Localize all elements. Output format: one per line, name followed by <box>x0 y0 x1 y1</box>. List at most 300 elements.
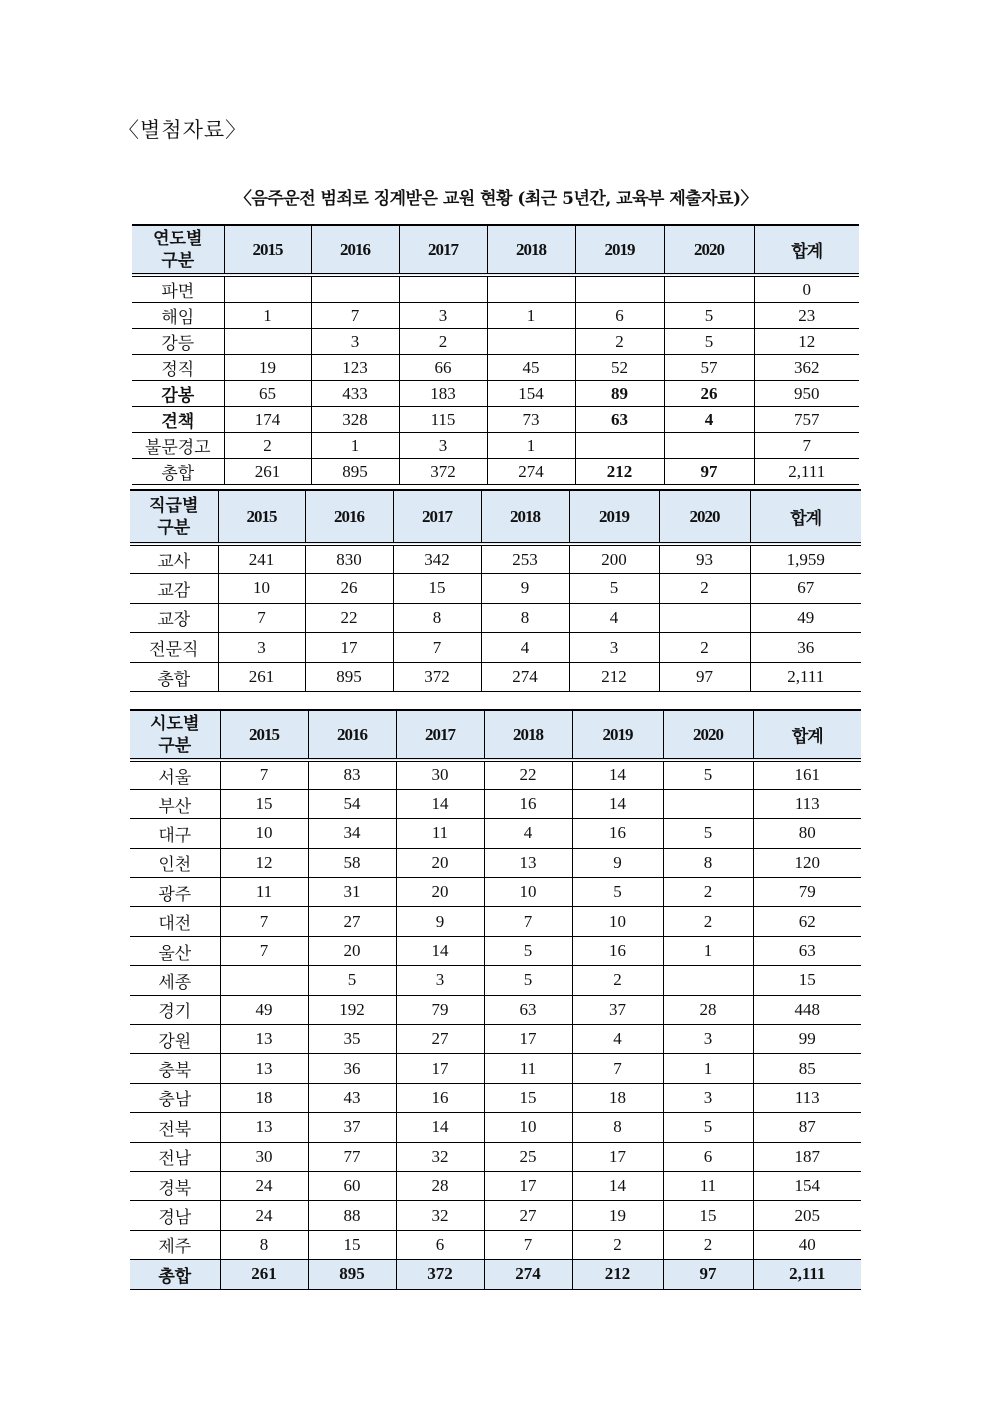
table-cell: 14 <box>572 760 663 789</box>
table-cell: 830 <box>305 544 393 574</box>
table-cell: 7 <box>220 907 308 936</box>
table-cell: 88 <box>308 1201 396 1230</box>
table-cell: 261 <box>224 459 311 485</box>
table-cell: 30 <box>396 760 484 789</box>
table-row <box>130 1113 861 1142</box>
table-row <box>130 544 861 574</box>
table-cell: 212 <box>572 1260 663 1289</box>
table-row <box>130 1171 861 1200</box>
table-cell: 49 <box>220 995 308 1024</box>
row-label: 교사 <box>130 544 218 574</box>
discipline-by-region-table <box>130 709 861 1290</box>
table-cell: 26 <box>305 574 393 604</box>
column-header: 2017 <box>396 710 484 760</box>
table-cell: 14 <box>396 1113 484 1142</box>
table-cell: 10 <box>484 878 572 907</box>
table-cell: 58 <box>308 848 396 877</box>
table-cell: 2 <box>659 574 750 604</box>
table-cell: 20 <box>308 936 396 965</box>
table-cell: 8 <box>663 848 753 877</box>
table-cell: 161 <box>753 760 861 789</box>
table-cell: 60 <box>308 1171 396 1200</box>
table-cell: 97 <box>663 1260 753 1289</box>
table-cell: 3 <box>569 633 659 663</box>
table-cell: 27 <box>396 1025 484 1054</box>
row-label: 광주 <box>130 878 220 907</box>
table-cell: 14 <box>396 789 484 818</box>
table-cell: 6 <box>396 1230 484 1259</box>
column-header: 합계 <box>750 490 861 544</box>
table-cell: 4 <box>572 1025 663 1054</box>
table-cell: 13 <box>484 848 572 877</box>
table-cell: 5 <box>664 303 754 329</box>
table-cell: 895 <box>311 459 399 485</box>
row-label: 교감 <box>130 574 218 604</box>
column-header: 2016 <box>311 225 399 275</box>
table-cell: 97 <box>664 459 754 485</box>
table-cell: 7 <box>572 1054 663 1083</box>
table-cell: 11 <box>663 1171 753 1200</box>
table-cell: 200 <box>569 544 659 574</box>
table-cell <box>487 329 575 355</box>
row-label: 울산 <box>130 936 220 965</box>
row-label: 강원 <box>130 1025 220 1054</box>
table-row <box>132 303 859 329</box>
header-label-line2: 구분 <box>158 735 192 755</box>
column-header: 2019 <box>569 490 659 544</box>
table-cell <box>664 275 754 303</box>
table-cell: 87 <box>753 1113 861 1142</box>
header-label-line2: 구분 <box>161 250 195 270</box>
table-cell: 65 <box>224 381 311 407</box>
row-label: 제주 <box>130 1230 220 1259</box>
table-cell: 36 <box>750 633 861 663</box>
table-cell: 19 <box>224 355 311 381</box>
table-cell: 15 <box>393 574 481 604</box>
table-cell: 2,111 <box>750 662 861 692</box>
table-row <box>130 1083 861 1112</box>
table-cell: 362 <box>754 355 859 381</box>
table-cell: 57 <box>664 355 754 381</box>
table-cell: 115 <box>399 407 487 433</box>
table-cell: 63 <box>575 407 664 433</box>
table-cell: 15 <box>308 1230 396 1259</box>
table-cell: 10 <box>484 1113 572 1142</box>
row-label: 총합 <box>132 459 224 485</box>
table-cell: 16 <box>572 936 663 965</box>
row-label: 경북 <box>130 1171 220 1200</box>
column-header: 2019 <box>572 710 663 760</box>
table-cell: 7 <box>220 760 308 789</box>
table-row <box>130 1142 861 1171</box>
table-cell: 83 <box>308 760 396 789</box>
table-row <box>130 995 861 1024</box>
table-cell: 1 <box>487 303 575 329</box>
table-cell: 36 <box>308 1054 396 1083</box>
table-row <box>132 381 859 407</box>
column-header: 2018 <box>487 225 575 275</box>
table-cell: 63 <box>484 995 572 1024</box>
table-cell: 212 <box>569 662 659 692</box>
table-cell: 32 <box>396 1201 484 1230</box>
table-row <box>130 848 861 877</box>
table-cell: 113 <box>753 1083 861 1112</box>
table-cell: 3 <box>311 329 399 355</box>
table-cell: 17 <box>305 633 393 663</box>
row-label: 전남 <box>130 1142 220 1171</box>
table-cell: 7 <box>220 936 308 965</box>
table-cell: 5 <box>663 760 753 789</box>
discipline-by-rank-table <box>130 489 861 692</box>
table-cell: 1 <box>311 433 399 459</box>
table-cell: 15 <box>220 789 308 818</box>
table-cell: 11 <box>484 1054 572 1083</box>
row-label: 충북 <box>130 1054 220 1083</box>
table-cell: 2 <box>575 329 664 355</box>
column-header: 합계 <box>754 225 859 275</box>
table-cell: 31 <box>308 878 396 907</box>
table-cell <box>399 275 487 303</box>
table-cell: 24 <box>220 1171 308 1200</box>
table-cell: 16 <box>484 789 572 818</box>
table-cell: 3 <box>396 966 484 995</box>
row-label: 불문경고 <box>132 433 224 459</box>
table-cell: 3 <box>663 1025 753 1054</box>
table-cell: 67 <box>750 574 861 604</box>
table-cell: 12 <box>754 329 859 355</box>
column-header: 2018 <box>484 710 572 760</box>
table-row <box>130 662 861 692</box>
table-cell: 18 <box>220 1083 308 1112</box>
discipline-by-type-table <box>132 224 859 485</box>
table-cell: 120 <box>753 848 861 877</box>
table-cell: 30 <box>220 1142 308 1171</box>
table-cell: 261 <box>220 1260 308 1289</box>
table-cell: 10 <box>572 907 663 936</box>
table-cell: 5 <box>663 1113 753 1142</box>
table-row <box>132 355 859 381</box>
row-label: 경남 <box>130 1201 220 1230</box>
table-cell: 2,111 <box>754 459 859 485</box>
table-cell: 79 <box>396 995 484 1024</box>
table-cell: 3 <box>218 633 305 663</box>
table-row <box>130 1054 861 1083</box>
table-cell: 192 <box>308 995 396 1024</box>
table-cell: 23 <box>754 303 859 329</box>
table-cell: 5 <box>664 329 754 355</box>
row-label: 교장 <box>130 603 218 633</box>
table-cell: 37 <box>308 1113 396 1142</box>
table-cell: 99 <box>753 1025 861 1054</box>
column-header: 2018 <box>481 490 569 544</box>
table-cell: 9 <box>396 907 484 936</box>
column-header: 2015 <box>224 225 311 275</box>
table-row <box>130 633 861 663</box>
table-cell: 448 <box>753 995 861 1024</box>
table-cell: 154 <box>753 1171 861 1200</box>
table-cell: 3 <box>399 433 487 459</box>
header-label-line1: 시도별 <box>150 713 200 733</box>
table-row <box>132 433 859 459</box>
table-cell: 895 <box>308 1260 396 1289</box>
column-header: 2016 <box>305 490 393 544</box>
table-cell: 18 <box>572 1083 663 1112</box>
table-cell: 35 <box>308 1025 396 1054</box>
table-cell: 372 <box>399 459 487 485</box>
table-cell: 123 <box>311 355 399 381</box>
table-row <box>130 907 861 936</box>
table-cell: 79 <box>753 878 861 907</box>
header-row <box>130 710 861 760</box>
header-label-line2: 구분 <box>157 517 191 537</box>
table-cell: 93 <box>659 544 750 574</box>
table-cell: 1 <box>663 1054 753 1083</box>
table-cell: 22 <box>305 603 393 633</box>
table-cell: 2 <box>663 878 753 907</box>
table-cell: 2 <box>663 1230 753 1259</box>
table-cell: 49 <box>750 603 861 633</box>
table-cell: 7 <box>484 907 572 936</box>
row-label: 파면 <box>132 275 224 303</box>
column-header: 2020 <box>663 710 753 760</box>
table-cell: 17 <box>484 1025 572 1054</box>
table-cell: 28 <box>396 1171 484 1200</box>
table-cell: 2 <box>399 329 487 355</box>
row-label: 부산 <box>130 789 220 818</box>
table-cell: 274 <box>484 1260 572 1289</box>
table-cell: 17 <box>484 1171 572 1200</box>
table-cell: 77 <box>308 1142 396 1171</box>
table-cell: 2 <box>224 433 311 459</box>
table-cell: 4 <box>664 407 754 433</box>
table-cell: 3 <box>399 303 487 329</box>
table-cell: 45 <box>487 355 575 381</box>
table-cell: 183 <box>399 381 487 407</box>
table-row <box>132 407 859 433</box>
table-cell <box>663 966 753 995</box>
table-cell: 16 <box>396 1083 484 1112</box>
table-cell: 6 <box>575 303 664 329</box>
table-cell: 97 <box>659 662 750 692</box>
column-header: 2019 <box>575 225 664 275</box>
row-label: 서울 <box>130 760 220 789</box>
table-cell: 5 <box>572 878 663 907</box>
table-cell: 24 <box>220 1201 308 1230</box>
table-cell: 2 <box>572 966 663 995</box>
table-cell: 205 <box>753 1201 861 1230</box>
header-label-line1: 연도별 <box>153 228 203 248</box>
table-cell: 27 <box>484 1201 572 1230</box>
table-cell: 950 <box>754 381 859 407</box>
table-cell: 372 <box>396 1260 484 1289</box>
table-cell: 17 <box>572 1142 663 1171</box>
table-cell: 37 <box>572 995 663 1024</box>
table-cell: 8 <box>481 603 569 633</box>
table-cell: 7 <box>393 633 481 663</box>
table-cell <box>659 603 750 633</box>
table-row <box>132 275 859 303</box>
table-cell: 8 <box>393 603 481 633</box>
row-label: 충남 <box>130 1083 220 1112</box>
table-cell: 154 <box>487 381 575 407</box>
table-cell: 4 <box>569 603 659 633</box>
table-row <box>130 1230 861 1259</box>
table-cell: 25 <box>484 1142 572 1171</box>
table-cell: 7 <box>218 603 305 633</box>
column-header: 2016 <box>308 710 396 760</box>
table-cell: 5 <box>484 936 572 965</box>
column-header: 2020 <box>659 490 750 544</box>
table-row <box>130 878 861 907</box>
table-cell: 11 <box>396 819 484 848</box>
table-cell: 11 <box>220 878 308 907</box>
table-cell: 1,959 <box>750 544 861 574</box>
row-label: 정직 <box>132 355 224 381</box>
table-row <box>130 966 861 995</box>
table-cell: 63 <box>753 936 861 965</box>
table-cell: 85 <box>753 1054 861 1083</box>
table-cell: 261 <box>218 662 305 692</box>
table-cell: 7 <box>754 433 859 459</box>
table-cell: 1 <box>224 303 311 329</box>
table-cell: 32 <box>396 1142 484 1171</box>
table-cell: 212 <box>575 459 664 485</box>
row-label: 해임 <box>132 303 224 329</box>
column-header: 2020 <box>664 225 754 275</box>
table-row <box>130 760 861 789</box>
row-label: 강등 <box>132 329 224 355</box>
table-cell: 5 <box>308 966 396 995</box>
table-cell: 9 <box>572 848 663 877</box>
table-cell: 19 <box>572 1201 663 1230</box>
table-cell: 241 <box>218 544 305 574</box>
table-cell: 2 <box>572 1230 663 1259</box>
table-cell: 34 <box>308 819 396 848</box>
table-cell: 15 <box>753 966 861 995</box>
table-cell: 20 <box>396 878 484 907</box>
table-cell: 757 <box>754 407 859 433</box>
table-cell <box>664 433 754 459</box>
table-cell: 16 <box>572 819 663 848</box>
table-cell: 328 <box>311 407 399 433</box>
table-cell: 27 <box>308 907 396 936</box>
table-cell: 10 <box>220 819 308 848</box>
document-title: 〈음주운전 범죄로 징계받은 교원 현황 (최근 5년간, 교육부 제출자료)〉 <box>234 189 758 209</box>
table-cell <box>224 275 311 303</box>
table-cell: 17 <box>396 1054 484 1083</box>
table-cell: 12 <box>220 848 308 877</box>
row-label: 총합 <box>130 1260 220 1289</box>
table-cell: 52 <box>575 355 664 381</box>
table-cell: 4 <box>481 633 569 663</box>
table-row <box>130 936 861 965</box>
table-cell: 8 <box>220 1230 308 1259</box>
table-cell: 1 <box>487 433 575 459</box>
column-header: 2017 <box>399 225 487 275</box>
table-cell: 62 <box>753 907 861 936</box>
row-label: 경기 <box>130 995 220 1024</box>
table-row <box>130 574 861 604</box>
column-header: 2015 <box>220 710 308 760</box>
table-cell: 342 <box>393 544 481 574</box>
table-row <box>132 459 859 485</box>
header-label-cell <box>132 225 224 275</box>
row-label: 세종 <box>130 966 220 995</box>
table-cell: 5 <box>569 574 659 604</box>
column-header: 2017 <box>393 490 481 544</box>
table-cell: 274 <box>481 662 569 692</box>
header-label-line1: 직급별 <box>149 495 199 515</box>
table-cell: 66 <box>399 355 487 381</box>
table-cell: 1 <box>663 936 753 965</box>
table-cell: 10 <box>218 574 305 604</box>
table-cell: 2,111 <box>753 1260 861 1289</box>
table-cell: 5 <box>484 966 572 995</box>
table-cell <box>224 329 311 355</box>
table-cell: 5 <box>663 819 753 848</box>
table-cell: 80 <box>753 819 861 848</box>
table-cell: 0 <box>754 275 859 303</box>
table-cell: 9 <box>481 574 569 604</box>
row-label: 인천 <box>130 848 220 877</box>
table-cell: 73 <box>487 407 575 433</box>
table-cell: 15 <box>484 1083 572 1112</box>
table-cell: 54 <box>308 789 396 818</box>
table-cell: 253 <box>481 544 569 574</box>
table-cell: 187 <box>753 1142 861 1171</box>
table-row <box>132 329 859 355</box>
table-row <box>130 1025 861 1054</box>
table-cell: 89 <box>575 381 664 407</box>
table-cell: 174 <box>224 407 311 433</box>
row-label: 전문직 <box>130 633 218 663</box>
row-label: 견책 <box>132 407 224 433</box>
table-cell <box>663 789 753 818</box>
table-cell: 43 <box>308 1083 396 1112</box>
table-cell: 14 <box>572 1171 663 1200</box>
table-row <box>130 1201 861 1230</box>
table-cell: 2 <box>663 907 753 936</box>
row-label: 대구 <box>130 819 220 848</box>
table-cell: 13 <box>220 1113 308 1142</box>
table-cell: 7 <box>311 303 399 329</box>
table-cell: 14 <box>572 789 663 818</box>
table-cell: 15 <box>663 1201 753 1230</box>
table-cell: 26 <box>664 381 754 407</box>
table-cell: 40 <box>753 1230 861 1259</box>
table-row <box>130 819 861 848</box>
table-cell: 7 <box>484 1230 572 1259</box>
row-label: 총합 <box>130 662 218 692</box>
table-cell <box>220 966 308 995</box>
attachment-label: 〈별첨자료〉 <box>118 118 248 142</box>
row-label: 전북 <box>130 1113 220 1142</box>
table-cell: 2 <box>659 633 750 663</box>
table-cell: 3 <box>663 1083 753 1112</box>
table-cell: 13 <box>220 1025 308 1054</box>
header-row <box>130 490 861 544</box>
row-label: 감봉 <box>132 381 224 407</box>
table-cell: 8 <box>572 1113 663 1142</box>
table-cell: 28 <box>663 995 753 1024</box>
table-cell: 20 <box>396 848 484 877</box>
table-cell: 113 <box>753 789 861 818</box>
table-cell: 4 <box>484 819 572 848</box>
table-cell: 895 <box>305 662 393 692</box>
table-cell: 14 <box>396 936 484 965</box>
table-row <box>130 603 861 633</box>
table-cell <box>575 433 664 459</box>
